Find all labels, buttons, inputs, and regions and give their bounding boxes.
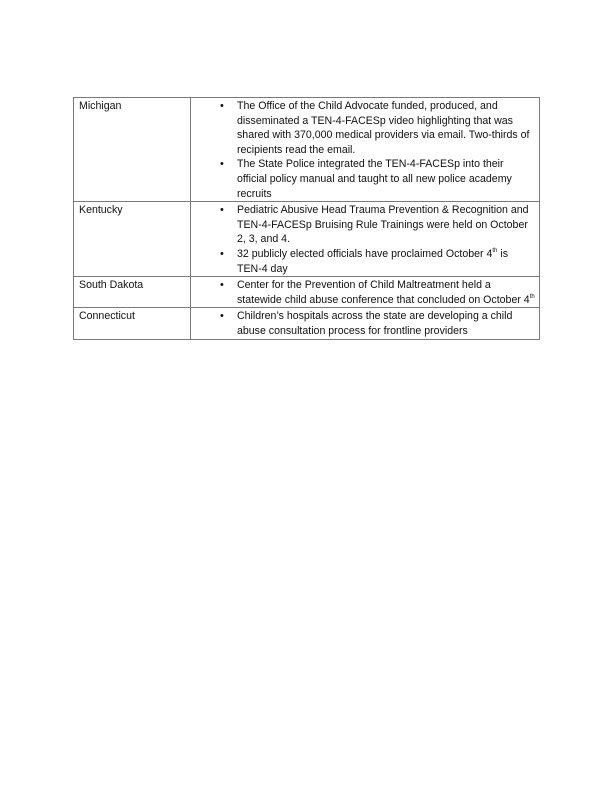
- activity-bullet-item: [196, 247, 535, 276]
- activities-list: [196, 278, 535, 307]
- state-activities-table: [73, 97, 540, 340]
- activity-bullet-item: [196, 99, 535, 157]
- activity-text: The Office of the Child Advocate funded, produced, and disseminated a TEN-4-FACESp video highlighting that was shared with 370,000 medical providers via email. Two-thirds of recipients read the email.: [237, 100, 530, 156]
- table-row: [74, 202, 540, 277]
- table-body: [74, 98, 540, 340]
- activity-text: Center for the Prevention of Child Maltreatment held a statewide child abuse conference that concluded on October 4: [237, 279, 530, 306]
- activity-bullet-item: [196, 157, 535, 201]
- activities-cell: [191, 308, 540, 339]
- activity-text: Pediatric Abusive Head Trauma Prevention & Recognition and TEN-4-FACESp Bruising Rule Trainings were held on October 2, 3, and 4.: [237, 204, 529, 246]
- activity-text: The State Police integrated the TEN-4-FACESp into their official policy manual and taught to all new police academy recruits: [237, 158, 512, 200]
- ordinal-suffix: th: [492, 247, 498, 254]
- activity-text: is TEN-4 day: [237, 247, 508, 275]
- state-name-cell: Kentucky: [74, 202, 191, 277]
- state-name-cell: Connecticut: [74, 308, 191, 339]
- activities-cell: [191, 98, 540, 202]
- activity-text: 32 publicly elected officials have proclaimed October 4: [237, 247, 493, 260]
- activities-list: [196, 309, 535, 338]
- activities-list: [196, 203, 535, 276]
- ordinal-suffix: th: [529, 293, 535, 300]
- activities-cell: [191, 277, 540, 308]
- state-name-cell: South Dakota: [74, 277, 191, 308]
- activity-bullet-item: [196, 309, 535, 338]
- table-row: [74, 308, 540, 339]
- state-name-cell: Michigan: [74, 98, 191, 202]
- activity-text: Children’s hospitals across the state are developing a child abuse consultation process for frontline providers: [237, 310, 513, 337]
- activity-bullet-item: [196, 278, 535, 307]
- activity-bullet-item: [196, 203, 535, 247]
- table-row: [74, 98, 540, 202]
- activities-cell: [191, 202, 540, 277]
- activities-list: [196, 99, 535, 201]
- table-row: [74, 277, 540, 308]
